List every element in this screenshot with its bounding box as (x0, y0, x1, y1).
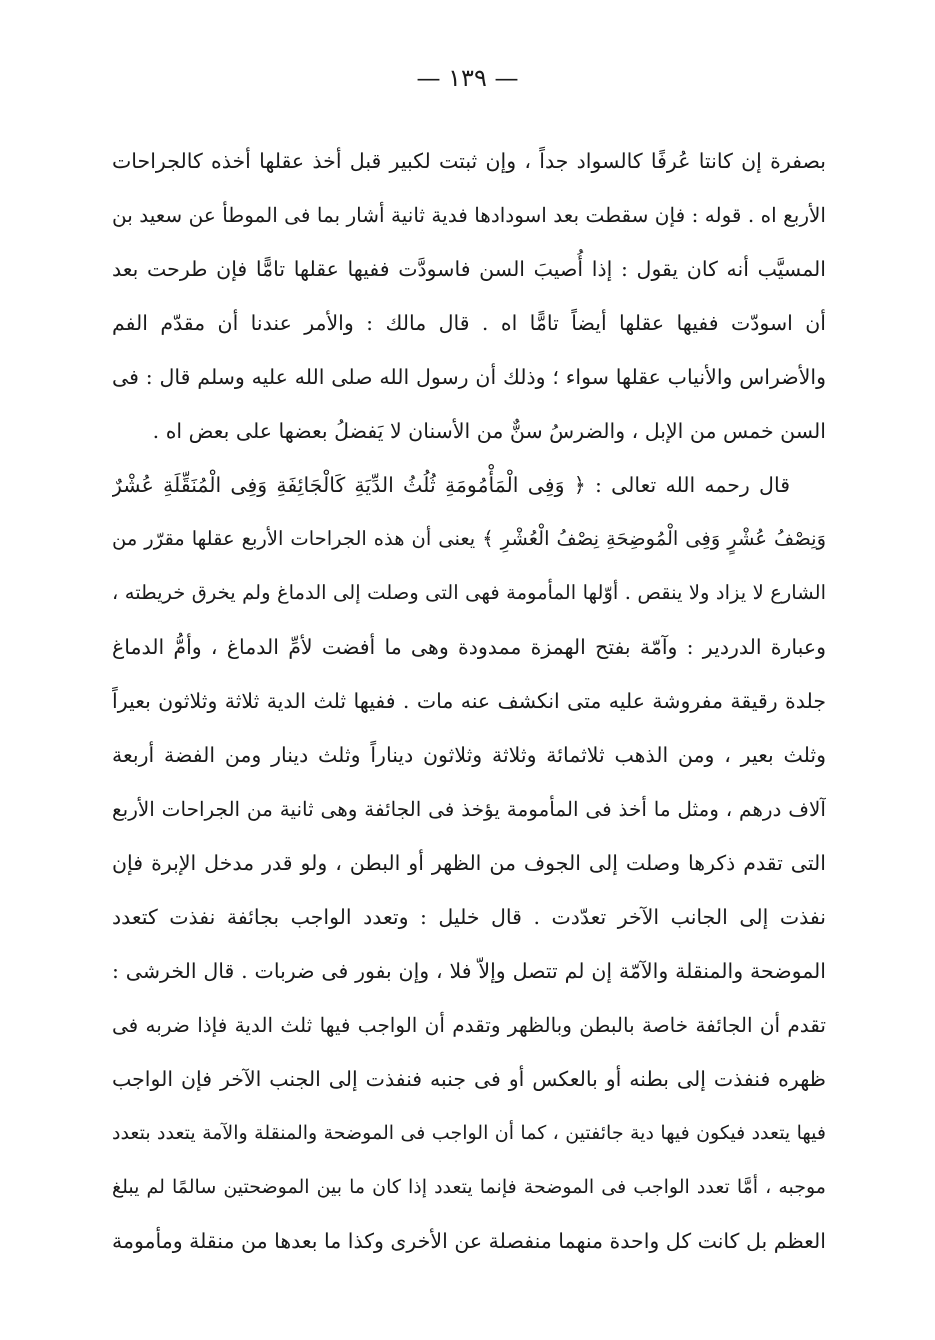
text-line: الأربع اه . قوله : فإن سقطت بعد اسودادها فدية ثانية أشار بما فى الموطأ عن سعيد بن (112, 203, 826, 227)
text-line: بصفرة إن كانتا عُرفًا كالسواد جداً ، وإن ثبتت لكبير قبل أخذ عقلها أخذه كالجراحات (112, 149, 826, 173)
text-line: موجبه ، أمَّا تعدد الواجب فى الموضحة فإنما يتعدد إذا كان ما بين الموضحتين سالمًا لم يبلغ (112, 1176, 826, 1198)
text-line: المسيَّب أنه كان يقول : إذا أُصيبَ السن فاسودَّت ففيها عقلها تامًّا فإن طرحت بعد (112, 257, 826, 281)
page-number: — ١٣٩ — (416, 64, 519, 92)
text-line: السن خمس من الإبل ، والضرسُ سنٌّ من الأسنان لا يَفضلُ بعضها على بعض اه . (152, 419, 826, 443)
text-line: جلدة رقيقة مفروشة عليه متى انكشف عنه مات . ففيها ثلث الدية ثلاثة وثلاثون بعيراً (112, 689, 826, 713)
text-line: وَنِصْفُ عُشْرٍ وَفِى الْمُوضِحَةِ نِصْفُ الْعُشْرِ ﴾ يعنى أن هذه الجراحات الأربع عقلها مقرّر من (112, 527, 826, 550)
text-line: قال رحمه الله تعالى : ﴿ وَفِى الْمَأْمُومَةِ ثُلُثُ الدِّيَةِ كَالْجَائِفَةِ وَفِى الْمُنَقِّلَةِ عُشْرٌ (112, 473, 790, 497)
text-line: والأضراس والأنياب عقلها سواء ؛ وذلك أن رسول الله صلى الله عليه وسلم قال : فى (112, 365, 826, 389)
text-line: العظم بل كانت كل واحدة منهما منفصلة عن الأخرى وكذا ما بعدها من منقلة ومأمومة (112, 1229, 826, 1253)
text-line: فيها يتعدد فيكون فيها دية جائفتين ، كما أن الواجب فى الموضحة والمنقلة والآمة يتعدد بتعدد (112, 1122, 826, 1144)
text-line: التى تقدم ذكرها وصلت إلى الجوف من الظهر أو البطن ، ولو قدر مدخل الإبرة فإن (112, 851, 826, 875)
text-line: تقدم أن الجائفة خاصة بالبطن وبالظهر وتقدم أن الواجب فيها ثلث الدية فإذا ضربه فى (112, 1013, 826, 1037)
text-line: آلاف درهم ، ومثل ما أخذ فى المأمومة يؤخذ فى الجائفة وهى ثانية من الجراحات الأربع (112, 797, 826, 821)
text-line: الشارع لا يزاد ولا ينقص . أوّلها المأمومة فهى التى وصلت إلى الدماغ ولم يخرق خريطته ، (112, 581, 826, 604)
text-line: نفذت إلى الجانب الآخر تعدّدت . قال خليل : وتعدد الواجب بجائفة نفذت كتعدد (112, 905, 826, 929)
text-line: وعبارة الدردير : وآمّة بفتح الهمزة ممدودة وهى ما أفضت لأمِّ الدماغ ، وأمُّ الدماغ (112, 635, 826, 659)
text-line: أن اسودّت ففيها عقلها أيضاً تامًّا اه . قال مالك : والأمر عندنا أن مقدّم الفم (112, 311, 826, 335)
text-line: الموضحة والمنقلة والآمّة إن لم تتصل وإلاّ فلا ، وإن بفور فى ضربات . قال الخرشى : (112, 959, 826, 983)
body-text (112, 134, 826, 1268)
text-line: ظهره فنفذت إلى بطنه أو بالعكس أو فى جنبه فنفذت إلى الجنب الآخر فإن الواجب (112, 1067, 826, 1091)
text-line: وثلث بعير ، ومن الذهب ثلاثمائة وثلاثة وثلاثون ديناراً وثلث دينار ومن الفضة أربعة (112, 743, 826, 767)
